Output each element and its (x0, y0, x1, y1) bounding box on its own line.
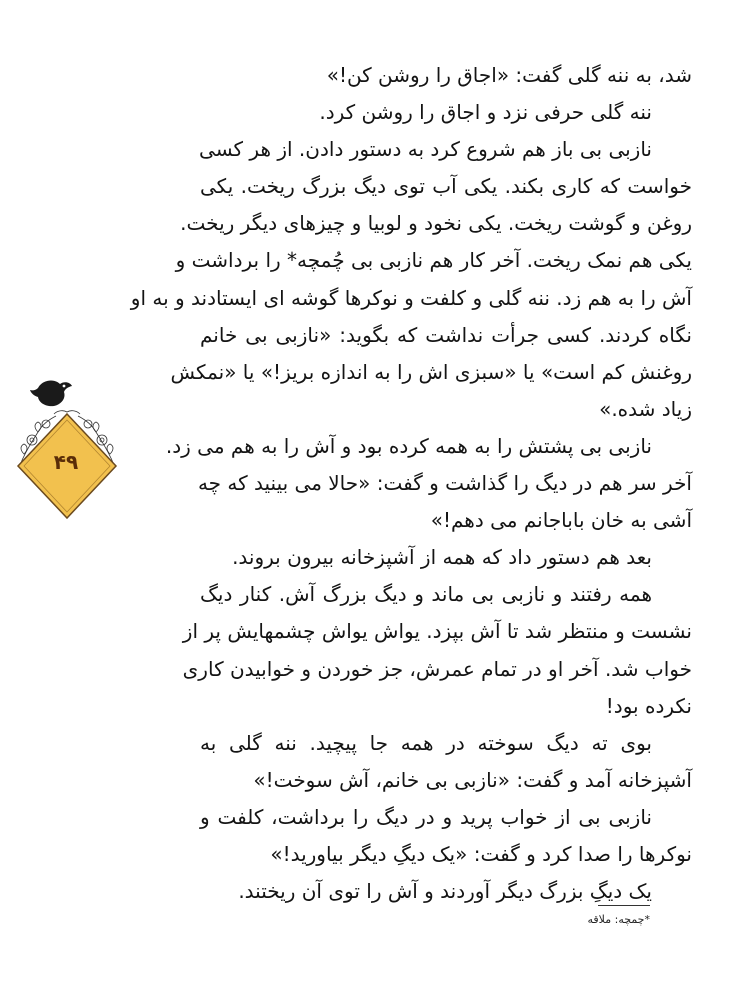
story-text (130, 57, 692, 910)
text-line: نازبی بی از خواب پرید و در دیگ را برداشت، کلفت و (200, 804, 652, 829)
text-line: خواست که کاری بکند. یکی آب توی دیگ بزرگ ریخت. یکی (200, 174, 692, 199)
text-line: نازبی بی باز هم شروع کرد به دستور دادن. از هر کسی (199, 137, 652, 162)
text-line: بوی ته دیگ سوخته در همه جا پیچید. ننه گلی به (200, 730, 652, 755)
footnote-divider (598, 905, 650, 906)
text-line: روغنش کم است» یا «سبزی اش را به اندازه بریز!» یا «نمکش (170, 359, 692, 384)
footnote: *چمچه: ملاقه (587, 913, 650, 926)
text-line: یک دیگِ بزرگ دیگر آوردند و آش را توی آن ریختند. (238, 879, 652, 904)
text-line: خواب شد. آخر او در تمام عمرش، جز خوردن و خوابیدن کاری (182, 656, 692, 681)
text-line: آشی به خان باباجانم می دهم!» (430, 508, 692, 533)
text-line: روغن و گوشت ریخت. یکی نخود و لوبیا و چیزهای دیگر ریخت. (180, 211, 692, 236)
text-line: نگاه کردند. کسی جرأت نداشت که بگوید: «نازبی بی خانم (200, 322, 692, 347)
text-line: همه رفتند و نازبی بی ماند و دیگ بزرگ آش. کنار دیگ (200, 582, 652, 607)
text-line: نکرده بود! (605, 693, 692, 718)
text-line: ننه گلی حرفی نزد و اجاق را روشن کرد. (319, 100, 652, 125)
text-line: بعد هم دستور داد که همه از آشپزخانه بیرون بروند. (232, 545, 652, 570)
text-line: آش را به هم زد. ننه گلی و کلفت و نوکرها گوشه ای ایستادند و به او (130, 285, 692, 310)
text-line: شد، به ننه گلی گفت: «اجاق را روشن کن!» (326, 63, 692, 87)
text-line: نازبی بی پشتش را به همه کرده بود و آش را به هم می زد. (165, 433, 652, 458)
page-number: ۴۹ (53, 450, 79, 474)
page-number-ornament (8, 370, 126, 520)
text-line: یکی هم نمک ریخت. آخر کار هم نازبی بی چُمچه* را برداشت و (175, 248, 692, 273)
text-line: زیاد شده.» (599, 396, 692, 421)
text-line: آخر سر هم در دیگ را گذاشت و گفت: «حالا می بینید که چه (197, 471, 692, 496)
bird-icon (30, 381, 72, 407)
text-line: نشست و منتظر شد تا آش بپزد. یواش یواش چشمهایش پر از (182, 619, 692, 644)
text-line: نوکرها را صدا کرد و گفت: «یک دیگِ دیگر بیاورید!» (270, 841, 692, 866)
text-line: آشپزخانه آمد و گفت: «نازبی بی خانم، آش سوخت!» (253, 767, 692, 792)
